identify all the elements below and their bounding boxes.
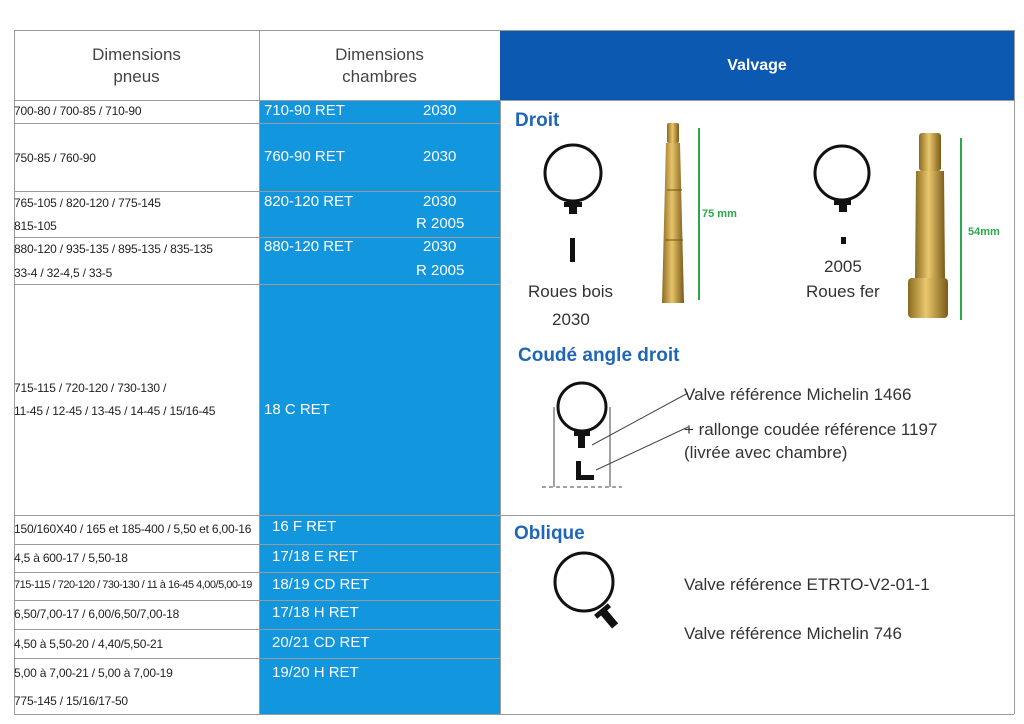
header-dimensions-pneus-label: Dimensions pneus [92,44,181,86]
straight-valve-iron-diagram [810,140,880,250]
droit-title: Droit [515,110,560,131]
oblique-title: Oblique [514,523,585,544]
michelin-1466-label: Valve référence Michelin 1466 [684,385,912,404]
header-valvage-label: Valvage [727,56,787,74]
pneus-row-4-line-1: 880-120 / 935-135 / 895-135 / 835-135 [14,242,213,256]
livree-chambre-label: (livrée avec chambre) [684,443,848,462]
row-divider [14,629,500,630]
chambre-row-10: 20/21 CD RET [272,634,370,651]
chambre-row-3: 820-120 RET [264,193,354,210]
header-dimensions-chambres-label: Dimensions chambres [335,44,424,86]
row-divider [14,544,500,545]
pneus-row-11-line-2: 775-145 / 15/16/17-50 [14,694,128,708]
straight-valve-wood-diagram [538,140,608,265]
rallonge-1197-label: + rallonge coudée référence 1197 [684,420,938,439]
pneus-row-6: 150/160X40 / 165 et 185-400 / 5,50 et 6,00-16 [14,522,252,536]
chambre-row-2: 760-90 RET [264,148,345,165]
code-2005-label: 2005 [824,257,862,276]
row-divider [14,572,500,573]
chambre-code-row-2: 2030 [423,148,457,165]
pneus-row-5-line-2: 11-45 / 12-45 / 13-45 / 14-45 / 15/16-45 [14,404,216,418]
row-divider [14,191,500,192]
chambre-row-8: 18/19 CD RET [272,576,370,593]
pneus-row-1: 700-80 / 700-85 / 710-90 [14,104,142,118]
row-divider [14,284,500,285]
header-dimensions-chambres [259,30,500,101]
chambre-row-6: 16 F RET [272,518,337,535]
row-divider [14,515,1014,516]
brass-valve-54mm-image [900,128,970,323]
chambre-code-row-4a: 2030 [423,238,457,255]
chambre-row-5: 18 C RET [264,401,330,418]
michelin-746-label: Valve référence Michelin 746 [684,624,902,643]
chambre-row-7: 17/18 E RET [272,548,358,565]
roues-fer-label: Roues fer [806,282,880,301]
coude-title: Coudé angle droit [518,345,680,366]
pneus-row-3-line-1: 765-105 / 820-120 / 775-145 [14,196,161,210]
table-right-border [1014,30,1015,714]
chambre-code-row-1: 2030 [423,102,457,119]
row-divider [14,658,500,659]
roues-bois-label: Roues bois [528,282,614,301]
row-divider [14,600,500,601]
pneus-row-7: 4,5 à 600-17 / 5,50-18 [14,551,128,565]
etrto-label: Valve référence ETRTO-V2-01-1 [684,575,930,594]
pneus-row-5-line-1: 715-115 / 720-120 / 730-130 / [14,381,167,395]
measure-54mm: 54mm [968,226,1000,238]
row-divider [14,123,500,124]
pneus-row-9: 6,50/7,00-17 / 6,00/6,50/7,00-18 [14,607,180,621]
pneus-row-4-line-2: 33-4 / 32-4,5 / 33-5 [14,266,113,280]
elbow-valve-diagram [540,375,690,500]
header-bottom-border [14,100,1014,101]
pneus-row-11-line-1: 5,00 à 7,00-21 / 5,00 à 7,00-19 [14,666,173,680]
chambre-row-11: 19/20 H RET [272,664,359,681]
code-2030-label: 2030 [552,310,590,329]
table-top-border [14,30,1014,31]
chambre-row-9: 17/18 H RET [272,604,359,621]
chambre-code-row-3b: R 2005 [416,215,465,232]
col-divider-2 [500,101,501,714]
header-dimensions-pneus [14,30,259,101]
table-bottom-border [14,714,1014,715]
col-divider-1 [259,30,260,714]
measure-75mm: 75 mm [702,208,737,220]
chambre-code-row-4b: R 2005 [416,262,465,279]
pneus-row-2: 750-85 / 760-90 [14,151,96,165]
pneus-row-10: 4,50 à 5,50-20 / 4,40/5,50-21 [14,637,163,651]
chambre-row-4: 880-120 RET [264,238,354,255]
pneus-row-8: 715-115 / 720-120 / 730-130 / 11 à 16-45 4,00/5,00-19 [14,579,252,591]
oblique-valve-diagram [548,548,628,638]
chambre-code-row-3a: 2030 [423,193,457,210]
pneus-row-3-line-2: 815-105 [14,219,57,233]
chambre-row-1: 710-90 RET [264,102,345,119]
header-valvage [500,30,1014,101]
